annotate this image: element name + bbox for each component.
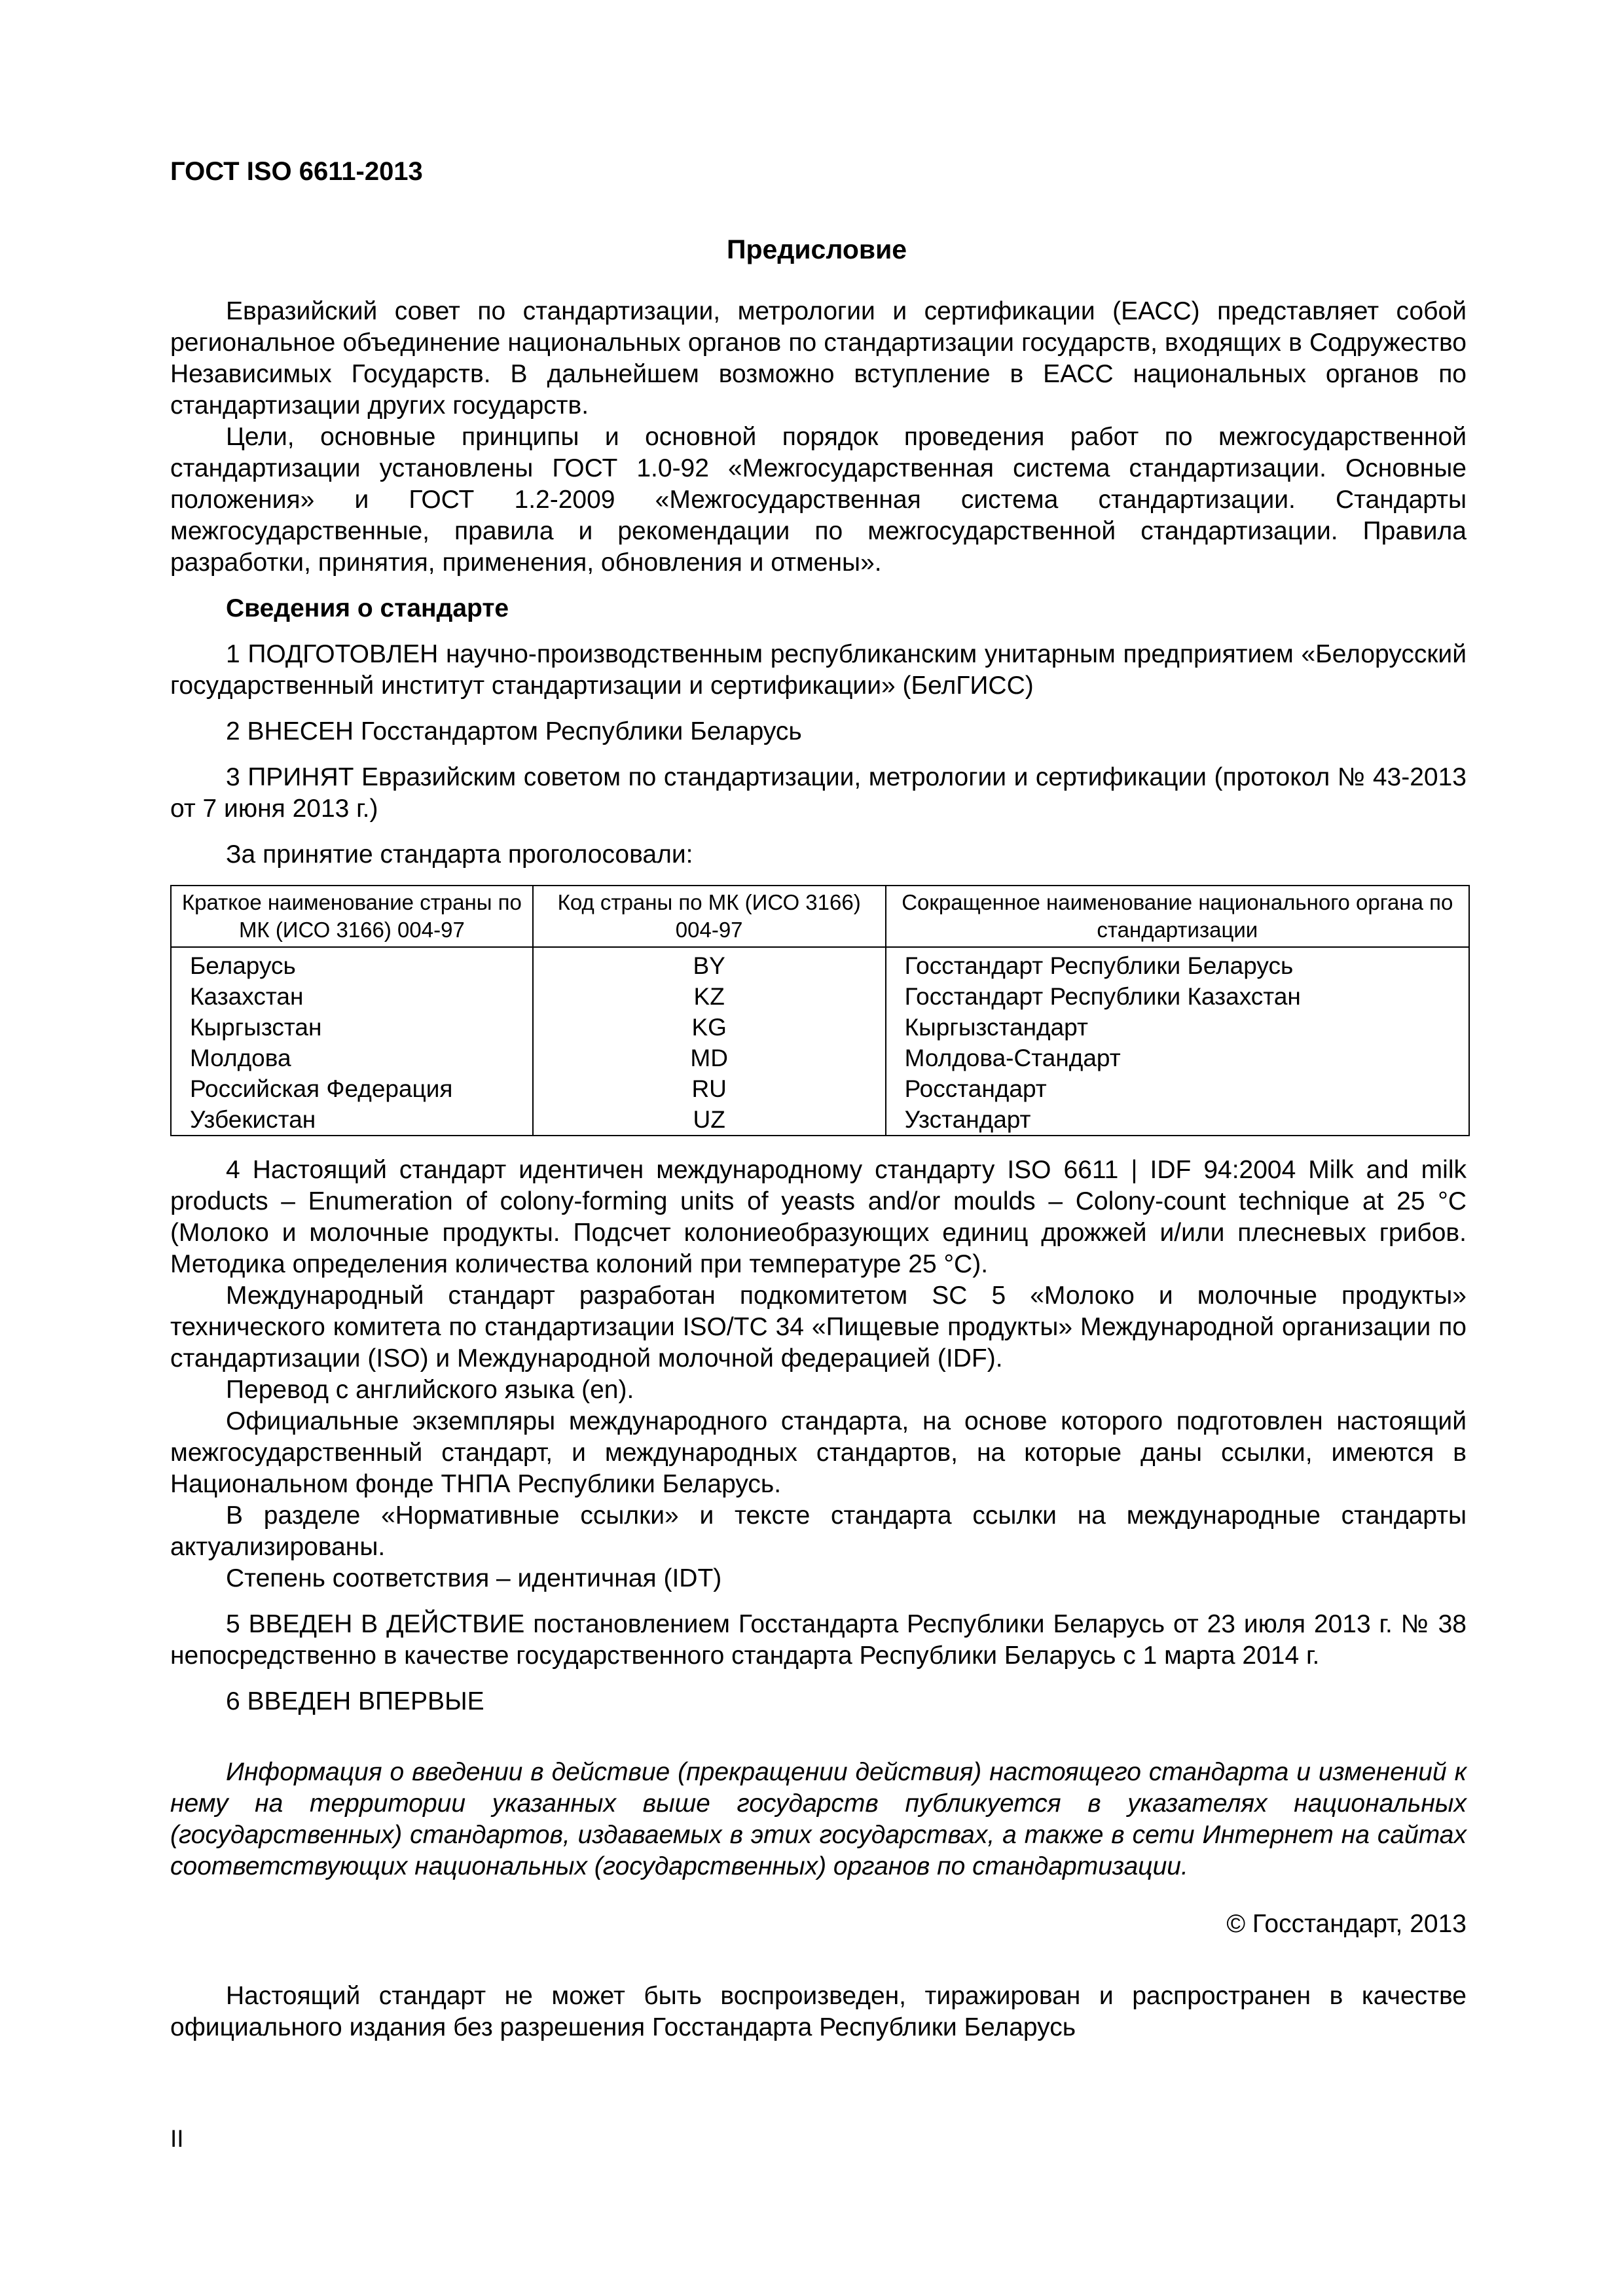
- item4-paragraph-2: Международный стандарт разработан подкомитетом SC 5 «Молоко и молочные продукты» технического комитета по стандартизации ISO/TC 34 «Пищевые продукты» Международной организации по стандартизации (ISO) и Международной молочной федерацией (IDF).: [170, 1282, 1467, 1372]
- intro-paragraph-1: Евразийский совет по стандартизации, метрологии и сертификации (ЕАСС) представляет собой региональное объединение национальных органов по стандартизации государств, входящих в Содружество Независимых Государств. В дальнейшем возможно вступление в ЕАСС национальных органов по стандартизации других государств.: [170, 297, 1467, 420]
- cell-body: Госстандарт Республики Казахстан: [886, 981, 1469, 1012]
- cell-code: KG: [533, 1012, 886, 1043]
- cell-body: Госстандарт Республики Беларусь: [886, 947, 1469, 981]
- cell-code: BY: [533, 947, 886, 981]
- cell-body: Молдова-Стандарт: [886, 1043, 1469, 1073]
- cell-country: Казахстан: [171, 981, 533, 1012]
- table-row: [171, 981, 1469, 1012]
- document-body: [170, 296, 1467, 2043]
- table-header-row: [171, 886, 1469, 947]
- table-row: [171, 947, 1469, 981]
- item-adopted: 3 ПРИНЯТ Евразийским советом по стандартизации, метрологии и сертификации (протокол № 43-2013 от 7 июня 2013 г.): [170, 763, 1467, 823]
- item4-paragraph-1: 4 Настоящий стандарт идентичен международному стандарту ISO 6611 | IDF 94:2004 Milk and milk products – Enumeration of colony-forming units of yeasts and/or moulds – Colony-count technique at 25 °C (Молоко и молочные продукты. Подсчет колониеобразующих единиц дрожжей и/или плесневых грибов. Методика определения количества колоний при температуре 25 °C).: [170, 1156, 1467, 1278]
- table-row: [171, 1043, 1469, 1073]
- item4-paragraph-6: Степень соответствия – идентичная (IDT): [226, 1564, 722, 1592]
- cell-country: Узбекистан: [171, 1104, 533, 1136]
- intro-paragraph-2: Цели, основные принципы и основной порядок проведения работ по межгосударственной стандартизации установлены ГОСТ 1.0-92 «Межгосударственная система стандартизации. Основные положения» и ГОСТ 1.2-2009 «Межгосударственная система стандартизации. Стандарты межгосударственные, правила и рекомендации по межгосударственной стандартизации. Правила разработки, принятия, применения, обновления и отмены».: [170, 423, 1467, 577]
- item6-paragraph: 6 ВВЕДЕН ВПЕРВЫЕ: [226, 1687, 484, 1715]
- cell-body: Росстандарт: [886, 1073, 1469, 1104]
- copyright-line: © Госстандарт, 2013: [1226, 1910, 1467, 1938]
- cell-country: Кыргызстан: [171, 1012, 533, 1043]
- header-code: Код страны по МК (ИСО 3166) 004-97: [533, 886, 886, 947]
- cell-code: RU: [533, 1073, 886, 1104]
- item-prepared: 1 ПОДГОТОВЛЕН научно-производственным республиканским унитарным предприятием «Белорусский государственный институт стандартизации и сертификации» (БелГИСС): [170, 640, 1467, 700]
- header-country: Краткое наименование страны по МК (ИСО 3166) 004-97: [171, 886, 533, 947]
- table-row: [171, 1073, 1469, 1104]
- item-introduced-by: 2 ВНЕСЕН Госстандартом Республики Беларусь: [226, 717, 802, 745]
- item4-paragraph-4: Официальные экземпляры международного стандарта, на основе которого подготовлен настоящий межгосударственный стандарт, и международных стандартов, на которые даны ссылки, имеются в Национальном фонде ТНПА Республики Беларусь.: [170, 1407, 1467, 1498]
- header-body: Сокращенное наименование национального органа по стандартизации: [886, 886, 1469, 947]
- cell-body: Узстандарт: [886, 1104, 1469, 1136]
- item4-paragraph-3: Перевод с английского языка (en).: [226, 1376, 634, 1404]
- table-row: [171, 1012, 1469, 1043]
- item4-paragraph-5: В разделе «Нормативные ссылки» и тексте стандарта ссылки на международные стандарты актуализированы.: [170, 1501, 1467, 1561]
- cell-code: UZ: [533, 1104, 886, 1136]
- standard-code-header: ГОСТ ISO 6611-2013: [170, 157, 423, 186]
- cell-code: MD: [533, 1043, 886, 1073]
- voting-table: [170, 885, 1470, 1136]
- cell-body: Кыргызстандарт: [886, 1012, 1469, 1043]
- cell-country: Российская Федерация: [171, 1073, 533, 1104]
- page-number: II: [170, 2125, 184, 2152]
- item5-paragraph: 5 ВВЕДЕН В ДЕЙСТВИЕ постановлением Госстандарта Республики Беларусь от 23 июля 2013 г. № 38 непосредственно в качестве государственного стандарта Республики Беларусь с 1 марта 2014 г.: [170, 1610, 1467, 1670]
- notice-paragraph: Информация о введении в действие (прекращении действия) настоящего стандарта и изменений к нему на территории указанных выше государств публикуется в указателях национальных (государственных) стандартов, издаваемых в этих государствах, а также в сети Интернет на сайтах соответствующих национальных (государственных) органов по стандартизации.: [170, 1758, 1467, 1880]
- table-row: [171, 1104, 1469, 1136]
- cell-country: Беларусь: [171, 947, 533, 981]
- restriction-paragraph: Настоящий стандарт не может быть воспроизведен, тиражирован и распространен в качестве официального издания без разрешения Госстандарта Республики Беларусь: [170, 1982, 1467, 2041]
- cell-country: Молдова: [171, 1043, 533, 1073]
- voted-label: За принятие стандарта проголосовали:: [226, 840, 693, 869]
- page-title: Предисловие: [727, 234, 907, 264]
- cell-code: KZ: [533, 981, 886, 1012]
- info-heading: Сведения о стандарте: [226, 594, 509, 622]
